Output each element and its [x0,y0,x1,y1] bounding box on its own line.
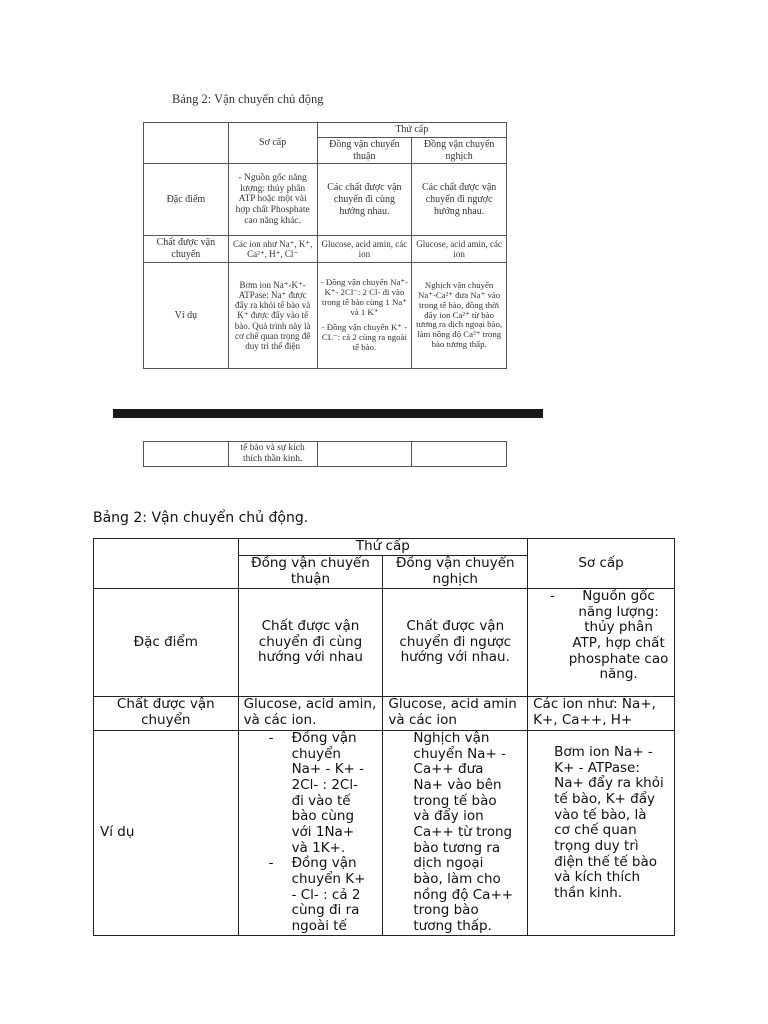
primary-energy-text: Nguồn gốc năng lượng: thủy phân ATP, hợp chất phosphate cao năng. [568,588,669,683]
scanned-table-fragment [143,441,507,467]
cell-opposite-transported: Glucose, acid amin và các ion [383,697,528,731]
header-primary: Sơ cấp [528,539,675,589]
cell-opposite-characteristics: Chất được vận chuyển đi ngược hướng với nhau. [383,589,528,697]
cell-primary-transported: Các ion như: Na+, K+, Ca++, H+ [528,697,675,731]
scan-cell: Các chất được vận chuyển đi cùng hướng nhau. [317,164,412,236]
table-caption: Bảng 2: Vận chuyển chủ động. [93,510,309,526]
cell-primary-characteristics [528,589,675,697]
example-same-2: Đồng vận chuyển K+ - Cl- : cả 2 cùng đi ra ngoài tế [291,855,366,934]
row-label-example: Ví dụ [94,731,239,936]
header-empty-corner [94,539,239,589]
bullet-dash: - [268,730,274,746]
bullet-dash: - [550,588,555,604]
header-secondary: Thứ cấp [238,539,528,556]
scan-header-primary: Sơ cấp [228,123,317,164]
cell-same-transported: Glucose, acid amin, và các ion. [238,697,383,731]
scan-cell: Nghịch vận chuyển Na⁺-Ca²⁺ đưa Na⁺ vào trong tế bào, đồng thời đẩy ion Ca²⁺ từ bào tương ra dịch ngoại bào, làm nồng độ Ca²⁺ trong bào tương thấp. [412,262,507,368]
scan-header-same: Đồng vận chuyển thuận [317,137,412,164]
scan-empty-cell [412,442,507,467]
transport-table [93,538,675,936]
scan-cell: Bơm ion Na⁺-K⁺-ATPase: Na⁺ được đẩy ra khỏi tế bào và K⁺ được đẩy vào tế bào. Quá trình này là cơ chế quan trọng để duy trì thế điện [228,262,317,368]
scan-row-label: Đặc điểm [144,164,229,236]
scan-row-label: Chất được vận chuyển [144,236,229,263]
scan-tail-text: tế bào và sự kích thích thần kinh. [228,442,317,467]
scan-empty-cell [144,442,229,467]
scan-cell: Glucose, acid amin, các ion [317,236,412,263]
cell-primary-example: Bơm ion Na+ - K+ - ATPase: Na+ đẩy ra khỏi tế bào, K+ đẩy vào tế bào, là cơ chế quan trọng duy trì điện thế tế bào và kích thích thần kinh. [528,731,675,936]
example-same-1: Đồng vận chuyển Na+ - K+ - 2Cl- : 2Cl- đi vào tế bào cùng với 1Na+ và 1K+. [291,730,365,856]
scan-header-opposite: Đồng vận chuyển nghịch [412,137,507,164]
scan-cell: Các ion như Na⁺, K⁺, Ca²⁺, H⁺, Cl⁻ [228,236,317,263]
redaction-bar [113,409,543,418]
scan-empty-corner [144,123,229,164]
scanned-table [143,122,507,369]
scan-cell: Glucose, acid amin, các ion [412,236,507,263]
scan-cell: Các chất được vận chuyển đi ngược hướng nhau. [412,164,507,236]
header-same-direction: Đồng vận chuyển thuận [238,556,383,589]
row-label-transported: Chất được vận chuyển [94,697,239,731]
header-opposite-direction: Đồng vận chuyển nghịch [383,556,528,589]
scan-cell: - Nguồn gốc năng lượng: thủy phân ATP hoặc một vài hợp chất Phosphate cao năng khác. [228,164,317,236]
scanned-table-caption: Bảng 2: Vận chuyển chủ động [172,92,324,106]
scan-row-label: Ví dụ [144,262,229,368]
row-label-characteristics: Đặc điểm [94,589,239,697]
bullet-dash: - [268,855,274,872]
cell-same-characteristics: Chất được vận chuyển đi cùng hướng với nhau [238,589,383,697]
scan-example-2: - Đồng vận chuyển K⁺ - CL⁻: cả 2 cùng ra ngoài tế bào. [321,322,408,353]
scan-example-1: - Đồng vận chuyển Na⁺- K⁺- 2Cl⁻: 2 Cl- đi vào trong tế bào cùng 1 Na⁺ và 1 K⁺ [320,276,408,317]
cell-same-example [238,731,383,936]
scan-header-secondary: Thứ cấp [317,123,506,138]
scan-cell [317,262,412,368]
scan-empty-cell [317,442,412,467]
cell-opposite-example: Nghịch vận chuyển Na+ - Ca++ đưa Na+ vào bên trong tế bào và đẩy ion Ca++ từ trong bào tương ra dịch ngoại bào, làm cho nồng độ Ca++ trong bào tương thấp. [383,731,528,936]
